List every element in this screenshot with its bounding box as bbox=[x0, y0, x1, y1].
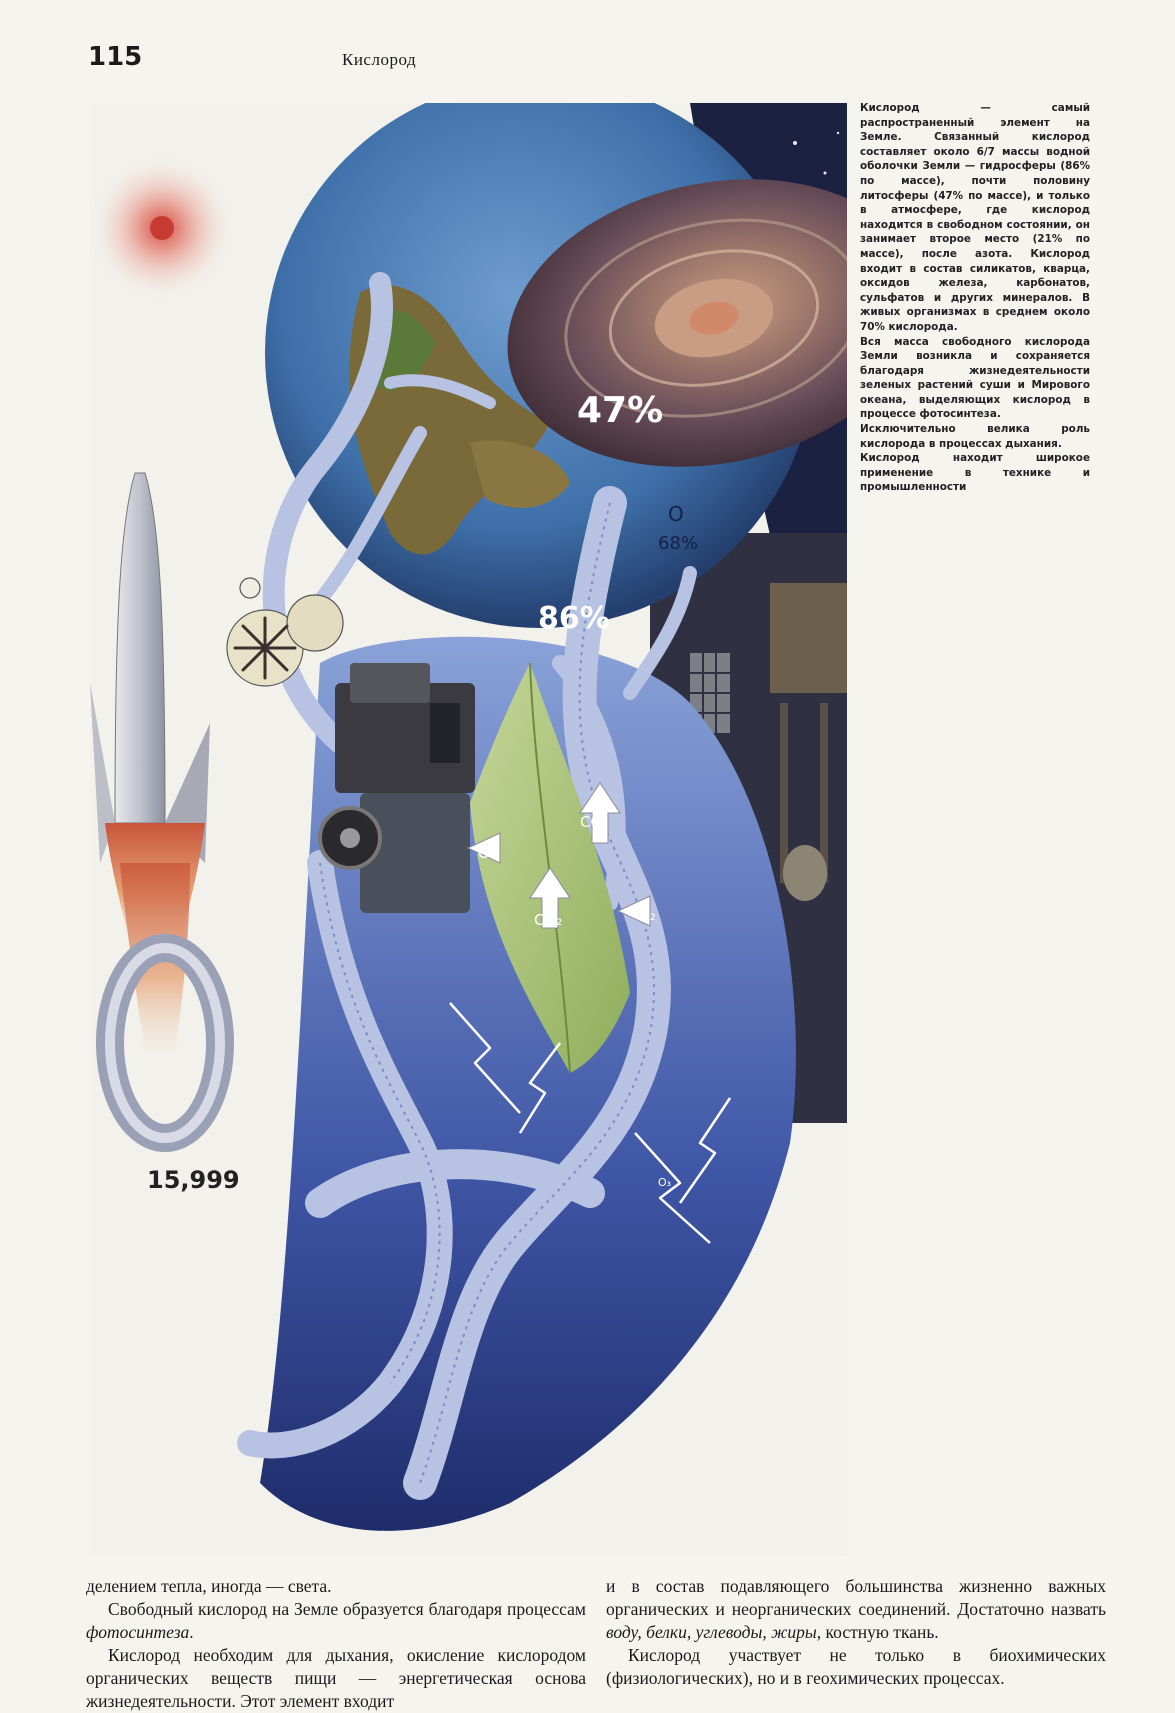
label-86-percent: 86% bbox=[538, 601, 610, 636]
body-column-right bbox=[606, 1575, 1106, 1690]
body-paragraph: Кислород необходим для дыхания, окисление кислородом органических веществ пищи — энергетическая основа жизнедеятельности. Этот элемент входит bbox=[86, 1645, 586, 1711]
atomic-mass: 15,999 bbox=[147, 1166, 240, 1194]
figure-caption bbox=[860, 101, 1090, 495]
text-run: Свободный кислород на Земле образуется благодаря процессам bbox=[108, 1599, 586, 1619]
label-o3: O₃ bbox=[658, 1176, 672, 1189]
caption-paragraph: Вся масса свободного кислорода Земли возникла и сохраняется благодаря жизнедеятельности зеленых растений суши и Мирового океана, выделяющих кислород в процессе фотосинтеза. bbox=[860, 335, 1090, 421]
text-run: . bbox=[189, 1622, 194, 1642]
body-paragraph bbox=[606, 1575, 1106, 1644]
text-run: , костную ткань. bbox=[816, 1622, 939, 1642]
body-paragraph bbox=[86, 1598, 586, 1644]
body-column-left bbox=[86, 1575, 586, 1713]
caption-paragraph: Кислород находит широкое применение в технике и промышленности bbox=[860, 452, 1090, 494]
label-co2-bottom: CO₂ bbox=[534, 911, 563, 929]
running-head: Кислород bbox=[342, 50, 417, 69]
caption-paragraph: Исключительно велика роль кислорода в процессах дыхания. bbox=[860, 423, 1090, 450]
body-paragraph: Кислород участвует не только в биохимических (физиологических), но и в геохимических процессах. bbox=[606, 1645, 1106, 1688]
label-co2-top: CO₂ bbox=[580, 813, 609, 831]
caption-paragraph: Кислород — самый распространенный элемент на Земле. Связанный кислород составляет около 6/7 массы водной оболочки Земли — гидросферы (86% по массе), почти половину литосферы (47% по массе), и только в атмосфере, где кислород находится в свободном состоянии, он занимает второе место (21% по массе), после азота. Кислород входит в состав силикатов, кварца, оксидов железа, карбонатов, сульфатов и других минералов. В живых организмах в среднем около 70% кислорода. bbox=[860, 102, 1090, 333]
body-paragraph: делением тепла, иногда — света. bbox=[86, 1576, 332, 1596]
label-o2-left: O₂ bbox=[478, 844, 496, 862]
emphasis-substances: воду, белки, углеводы, жиры bbox=[606, 1622, 817, 1642]
label-o: O bbox=[668, 502, 684, 526]
label-o2-right: O₂ bbox=[638, 906, 656, 924]
emphasis-photosynthesis: фотосинтеза bbox=[86, 1622, 190, 1642]
label-47-percent: 47% bbox=[577, 390, 664, 431]
oxygen-illustration bbox=[90, 103, 847, 1556]
text-run: и в состав подавляющего большинства жизненно важных органических и неорганических соединений. Достаточно назвать bbox=[606, 1576, 1106, 1619]
page-number: 115 bbox=[88, 42, 143, 72]
label-68-percent: 68% bbox=[658, 533, 699, 554]
